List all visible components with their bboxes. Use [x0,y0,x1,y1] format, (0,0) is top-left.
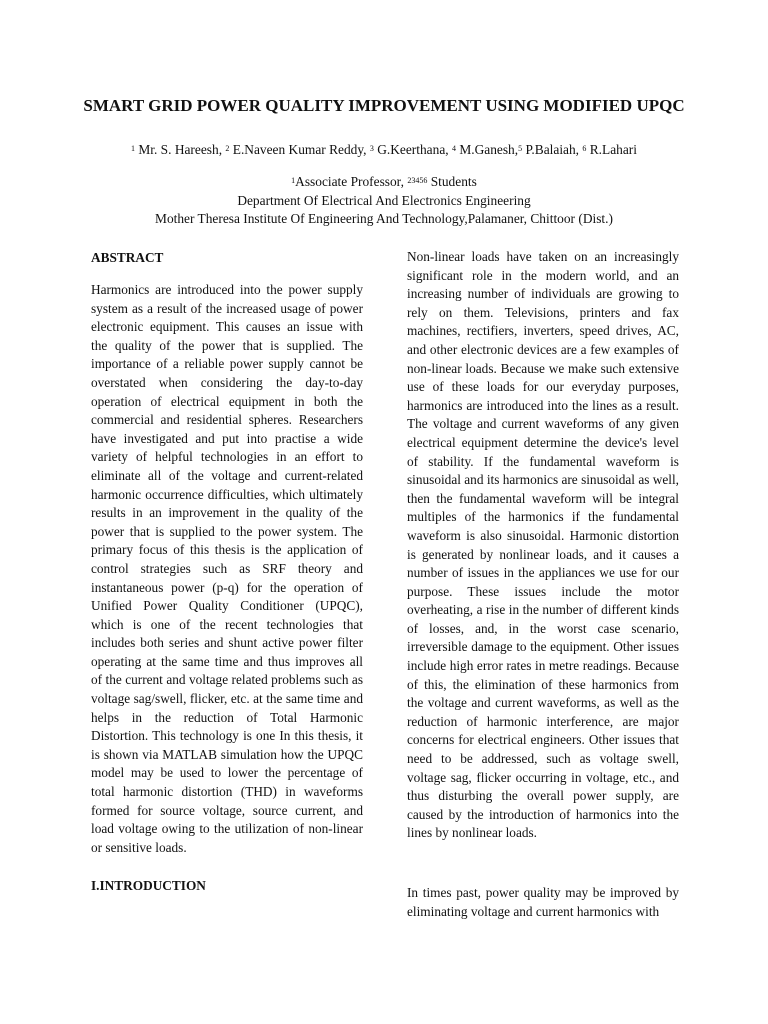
role-sup-1: 1 [291,176,296,185]
abstract-heading: ABSTRACT [91,250,164,265]
author-sup-6: 6 [582,144,587,153]
author-sup-4: 4 [451,144,456,153]
role-2: Students [430,174,477,189]
department: Department Of Electrical And Electronics Engineering [237,193,531,208]
author-sup-1: 1 [131,144,135,153]
author-sup-3: 3 [369,144,374,153]
author-name-4: M.Ganesh, [459,142,519,157]
author-list [60,141,708,158]
author-name-1: Mr. S. Hareesh, [138,142,223,157]
paper-title: SMART GRID POWER QUALITY IMPROVEMENT USING MODIFIED UPQC [83,96,685,115]
author-name-2: E.Naveen Kumar Reddy, [232,142,367,157]
author-roles [60,173,708,190]
intro-paragraph-2: In times past, power quality may be improved by eliminating voltage and current harmonics with [407,885,679,919]
author-name-5: P.Balaiah, [525,142,580,157]
introduction-heading: I.INTRODUCTION [91,878,206,893]
author-sup-2: 2 [225,144,230,153]
abstract-text: Harmonics are introduced into the power supply system as a result of the increased usage of power electronic equipment. This causes an issue with the quality of the power that is supplied. The importance of a reliable power supply cannot be overstated when considering the day-to-day operation of electrical equipment in both the commercial and residential spheres. Researchers have investigated and put into practise a wide variety of helpful technologies in an effort to eliminate all of the voltage and current-related harmonic occurrence difficulties, which ultimately results in an improvement in the quality of the power that is supplied to the power system. The primary focus of this thesis is the application of control strategies such as SRF theory and instantaneous power (p-q) for the operation of Unified Power Quality Conditioner (UPQC), which is one of the recent technologies that includes both series and shunt active power filter operating at the same time and thus improves all of the current and voltage related problems such as voltage sag/swell, flicker, etc. at the same time and helps in the reduction of Total Harmonic Distortion. This technology is one In this thesis, it is shown via MATLAB simulation how the UPQC model may be used to lower the percentage of total harmonic distortion (THD) in waveforms formed for source voltage, source current, and load voltage owing to the utilization of non-linear or sensitive loads. [91,282,363,855]
intro-paragraph-1: Non-linear loads have taken on an increasingly significant role in the modern world, and an increasing number of individuals are growing to rely on them. Televisions, printers and fax machines, rectifiers, inverters, speed drives, AC, and other electronic devices are a few examples of non-linear loads. Because we make such extensive use of these loads for our everyday purposes, harmonics are introduced into the lines as a result. The voltage and current waveforms of any given electrical equipment determine the device's level of stability. If the fundamental waveform is sinusoidal and its harmonics are sinusoidal as well, then the fundamental waveform will be integral multiples of the harmonics if the fundamental waveform is also sinusoidal. Harmonic distortion is generated by nonlinear loads, and it causes a number of issues in the appliances we use for our purpose. These issues include the motor overheating, a rise in the number of different kinds of losses, and, in the worst case scenario, irreversible damage to the equipment. Other issues include high error rates in metre readings. Because of this, the elimination of these harmonics from the voltage and current waveforms, as well as the reduction of harmonic interference, are major concerns for electrical engineers. Other issues that need to be addressed, such as voltage swell, voltage sag, flicker occurring in voltage, etc., and thus disturbing the overall power supply, are caused by the introduction of harmonics into the lines by nonlinear loads. [407,249,679,841]
role-sup-2: 23456 [407,176,428,185]
author-sup-5: 5 [518,144,523,153]
author-name-3: G.Keerthana, [377,142,449,157]
institute: Mother Theresa Institute Of Engineering And Technology,Palamaner, Chittoor (Dist.) [155,211,613,226]
author-name-6: R.Lahari [589,142,637,157]
role-1: Associate Professor, [295,174,404,189]
